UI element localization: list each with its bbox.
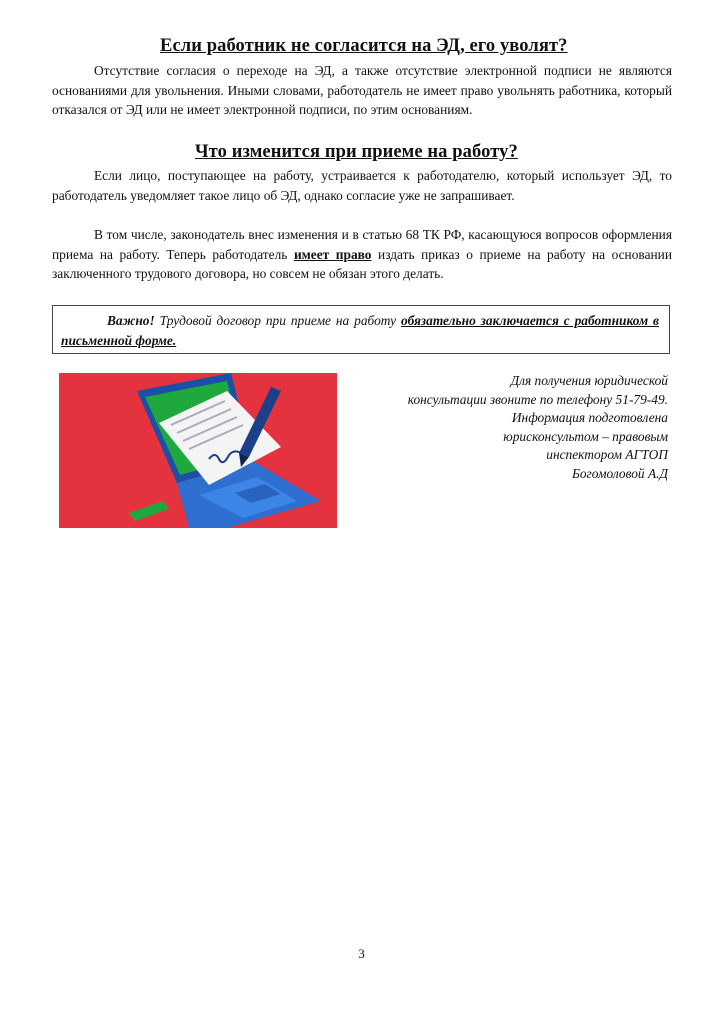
contact-line: консультации звоните по телефону 51-79-49. <box>407 391 668 407</box>
section-heading-hiring: Что изменится при приеме на работу? <box>195 142 518 162</box>
paragraph-hiring-notice: Если лицо, поступающее на работу, устраивается к работодателю, который использует ЭД, то работодатель уведомляет такое лицо об ЭД, однако согласие уже не запрашивает. <box>52 168 672 203</box>
paragraph-dismissal: Отсутствие согласия о переходе на ЭД, а также отсутствие электронной подписи не являются основаниями для увольнения. Иными словами, работодатель не имеет право увольнять работника, который отказался от ЭД или не имеет электронной подписи, по этим основаниям. <box>52 63 672 118</box>
contact-line: инспектором АГТОП <box>546 447 668 463</box>
contact-line: Информация подготовлена <box>511 410 668 426</box>
important-text: Трудовой договор при приеме на работу <box>154 313 401 328</box>
page-number: 3 <box>358 946 365 961</box>
paragraph-article-68 <box>52 225 672 284</box>
contact-line: Для получения юридической <box>510 373 668 388</box>
laptop-signing-document-icon <box>59 373 337 528</box>
paragraph-article-68-emphasis: имеет право <box>293 246 372 262</box>
contact-line: юрисконсультом – правовым <box>503 428 668 444</box>
section-heading-dismissal: Если работник не согласится на ЭД, его уволят? <box>160 36 568 56</box>
important-emphasis: обязательно заключается с работником в письменной форме. <box>61 313 659 348</box>
contact-info <box>340 372 668 484</box>
paragraph-article-68-text-a: В том числе, законодатель внес изменения и в статью 68 ТК РФ, касающуюся вопросов оформления приема на работу. Теперь работодатель <box>52 227 672 262</box>
important-notice-box <box>52 305 670 354</box>
important-label: Важно! <box>107 313 155 328</box>
paragraph-article-68-text-b: издать приказ о приеме на работу на основании заключенного трудового договора, но совсем не обязан этого делать. <box>52 246 673 282</box>
contact-line: Богомоловой А.Д <box>571 465 668 481</box>
